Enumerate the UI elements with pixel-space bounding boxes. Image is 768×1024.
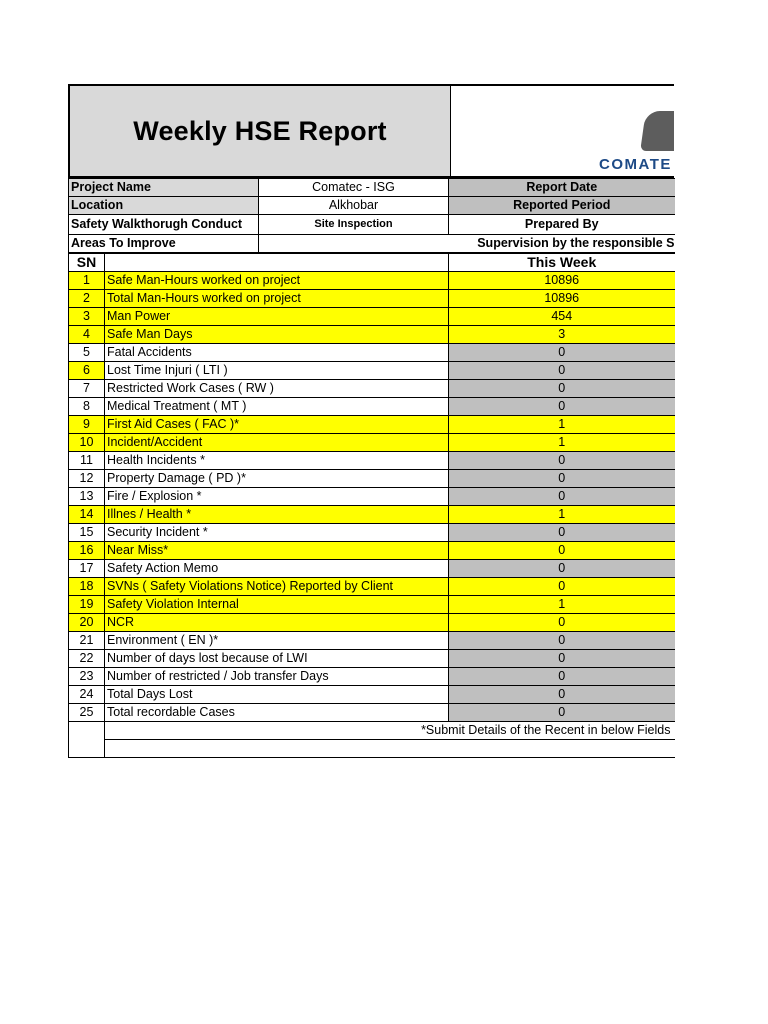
table-row bbox=[69, 614, 675, 632]
walkthrough-label: Safety Walkthorugh Conduct bbox=[69, 215, 259, 235]
row-sn: 20 bbox=[69, 614, 105, 632]
table-row bbox=[69, 416, 675, 434]
logo-text: COMATE bbox=[599, 156, 672, 173]
table-row bbox=[69, 686, 675, 704]
row-sn: 21 bbox=[69, 632, 105, 650]
row-description: Man Power bbox=[105, 308, 449, 326]
row-description: Security Incident * bbox=[105, 524, 449, 542]
hse-metrics-table bbox=[68, 253, 675, 758]
row-sn: 3 bbox=[69, 308, 105, 326]
row-this-week-value[interactable]: 454 bbox=[449, 308, 675, 326]
row-description: Near Miss* bbox=[105, 542, 449, 560]
row-description: Medical Treatment ( MT ) bbox=[105, 398, 449, 416]
table-row bbox=[69, 380, 675, 398]
details-entry-field[interactable] bbox=[105, 740, 675, 758]
footnote-text: *Submit Details of the Recent in below Fields bbox=[105, 722, 675, 740]
row-this-week-value[interactable]: 0 bbox=[449, 560, 675, 578]
row-this-week-value[interactable]: 0 bbox=[449, 524, 675, 542]
row-this-week-value[interactable]: 0 bbox=[449, 362, 675, 380]
table-row bbox=[69, 326, 675, 344]
row-description: Safe Man Days bbox=[105, 326, 449, 344]
row-sn: 12 bbox=[69, 470, 105, 488]
row-this-week-value[interactable]: 1 bbox=[449, 506, 675, 524]
row-sn: 11 bbox=[69, 452, 105, 470]
row-description: Property Damage ( PD )* bbox=[105, 470, 449, 488]
table-row bbox=[69, 524, 675, 542]
table-row bbox=[69, 452, 675, 470]
table-row bbox=[69, 596, 675, 614]
row-sn: 13 bbox=[69, 488, 105, 506]
row-description: Illnes / Health * bbox=[105, 506, 449, 524]
row-sn: 25 bbox=[69, 704, 105, 722]
row-this-week-value[interactable]: 0 bbox=[449, 686, 675, 704]
row-sn: 2 bbox=[69, 290, 105, 308]
row-this-week-value[interactable]: 0 bbox=[449, 704, 675, 722]
this-week-header: This Week bbox=[449, 254, 675, 272]
row-this-week-value[interactable]: 0 bbox=[449, 398, 675, 416]
project-name-value[interactable]: Comatec - ISG bbox=[259, 179, 449, 197]
table-row bbox=[69, 632, 675, 650]
table-row bbox=[69, 344, 675, 362]
row-this-week-value[interactable]: 1 bbox=[449, 416, 675, 434]
row-sn: 17 bbox=[69, 560, 105, 578]
row-description: Total recordable Cases bbox=[105, 704, 449, 722]
location-value[interactable]: Alkhobar bbox=[259, 197, 449, 215]
row-sn: 10 bbox=[69, 434, 105, 452]
row-sn: 16 bbox=[69, 542, 105, 560]
row-sn: 4 bbox=[69, 326, 105, 344]
sn-header: SN bbox=[69, 254, 105, 272]
row-description: Environment ( EN )* bbox=[105, 632, 449, 650]
row-description: Safe Man-Hours worked on project bbox=[105, 272, 449, 290]
row-description: Number of restricted / Job transfer Days bbox=[105, 668, 449, 686]
table-row bbox=[69, 308, 675, 326]
table-header-row bbox=[69, 254, 675, 272]
row-this-week-value[interactable]: 0 bbox=[449, 380, 675, 398]
reported-period-label: Reported Period bbox=[449, 197, 675, 215]
table-row bbox=[69, 578, 675, 596]
table-row bbox=[69, 650, 675, 668]
row-description: First Aid Cases ( FAC )* bbox=[105, 416, 449, 434]
table-row bbox=[69, 398, 675, 416]
prepared-by-label: Prepared By bbox=[449, 215, 675, 235]
row-sn: 23 bbox=[69, 668, 105, 686]
description-header bbox=[105, 254, 449, 272]
row-description: Total Man-Hours worked on project bbox=[105, 290, 449, 308]
row-description: NCR bbox=[105, 614, 449, 632]
row-this-week-value[interactable]: 0 bbox=[449, 632, 675, 650]
row-this-week-value[interactable]: 1 bbox=[449, 434, 675, 452]
areas-to-improve-label: Areas To Improve bbox=[69, 235, 259, 253]
row-this-week-value[interactable]: 0 bbox=[449, 614, 675, 632]
row-description: Safety Action Memo bbox=[105, 560, 449, 578]
row-sn: 14 bbox=[69, 506, 105, 524]
row-this-week-value[interactable]: 0 bbox=[449, 668, 675, 686]
row-description: Total Days Lost bbox=[105, 686, 449, 704]
metric-rows bbox=[69, 272, 675, 722]
row-sn: 8 bbox=[69, 398, 105, 416]
row-description: Lost Time Injuri ( LTI ) bbox=[105, 362, 449, 380]
row-description: Incident/Accident bbox=[105, 434, 449, 452]
row-this-week-value[interactable]: 10896 bbox=[449, 272, 675, 290]
row-this-week-value[interactable]: 0 bbox=[449, 452, 675, 470]
row-this-week-value[interactable]: 10896 bbox=[449, 290, 675, 308]
row-this-week-value[interactable]: 0 bbox=[449, 542, 675, 560]
row-this-week-value[interactable]: 0 bbox=[449, 344, 675, 362]
row-sn: 7 bbox=[69, 380, 105, 398]
hse-report-sheet bbox=[68, 84, 674, 758]
row-sn: 15 bbox=[69, 524, 105, 542]
table-row bbox=[69, 290, 675, 308]
row-this-week-value[interactable]: 3 bbox=[449, 326, 675, 344]
report-header bbox=[68, 84, 674, 178]
row-this-week-value[interactable]: 0 bbox=[449, 578, 675, 596]
table-row bbox=[69, 704, 675, 722]
report-title: Weekly HSE Report bbox=[133, 115, 387, 146]
row-sn: 18 bbox=[69, 578, 105, 596]
walkthrough-value[interactable]: Site Inspection bbox=[259, 215, 449, 235]
row-sn: 1 bbox=[69, 272, 105, 290]
table-row bbox=[69, 272, 675, 290]
logo-mark-icon bbox=[640, 111, 674, 151]
row-this-week-value[interactable]: 1 bbox=[449, 596, 675, 614]
areas-to-improve-value[interactable]: Supervision by the responsible S bbox=[259, 235, 675, 253]
row-sn: 6 bbox=[69, 362, 105, 380]
footnote-row bbox=[69, 722, 675, 740]
table-row bbox=[69, 506, 675, 524]
row-this-week-value[interactable]: 0 bbox=[449, 470, 675, 488]
table-row bbox=[69, 362, 675, 380]
report-info-table bbox=[68, 178, 675, 253]
row-sn: 9 bbox=[69, 416, 105, 434]
table-row bbox=[69, 470, 675, 488]
row-description: Health Incidents * bbox=[105, 452, 449, 470]
location-label: Location bbox=[69, 197, 259, 215]
row-sn: 5 bbox=[69, 344, 105, 362]
title-cell bbox=[70, 86, 451, 176]
row-sn: 19 bbox=[69, 596, 105, 614]
row-description: SVNs ( Safety Violations Notice) Reported by Client bbox=[105, 578, 449, 596]
row-this-week-value[interactable]: 0 bbox=[449, 650, 675, 668]
row-description: Safety Violation Internal bbox=[105, 596, 449, 614]
report-date-label: Report Date bbox=[449, 179, 675, 197]
row-this-week-value[interactable]: 0 bbox=[449, 488, 675, 506]
company-logo bbox=[451, 86, 674, 176]
table-row bbox=[69, 542, 675, 560]
row-description: Fatal Accidents bbox=[105, 344, 449, 362]
table-row bbox=[69, 560, 675, 578]
row-description: Number of days lost because of LWI bbox=[105, 650, 449, 668]
project-name-label: Project Name bbox=[69, 179, 259, 197]
table-row bbox=[69, 668, 675, 686]
footnote-sn-cell bbox=[69, 722, 105, 758]
table-row bbox=[69, 434, 675, 452]
row-sn: 24 bbox=[69, 686, 105, 704]
row-sn: 22 bbox=[69, 650, 105, 668]
row-description: Fire / Explosion * bbox=[105, 488, 449, 506]
row-description: Restricted Work Cases ( RW ) bbox=[105, 380, 449, 398]
table-row bbox=[69, 488, 675, 506]
details-entry-row[interactable] bbox=[69, 740, 675, 758]
